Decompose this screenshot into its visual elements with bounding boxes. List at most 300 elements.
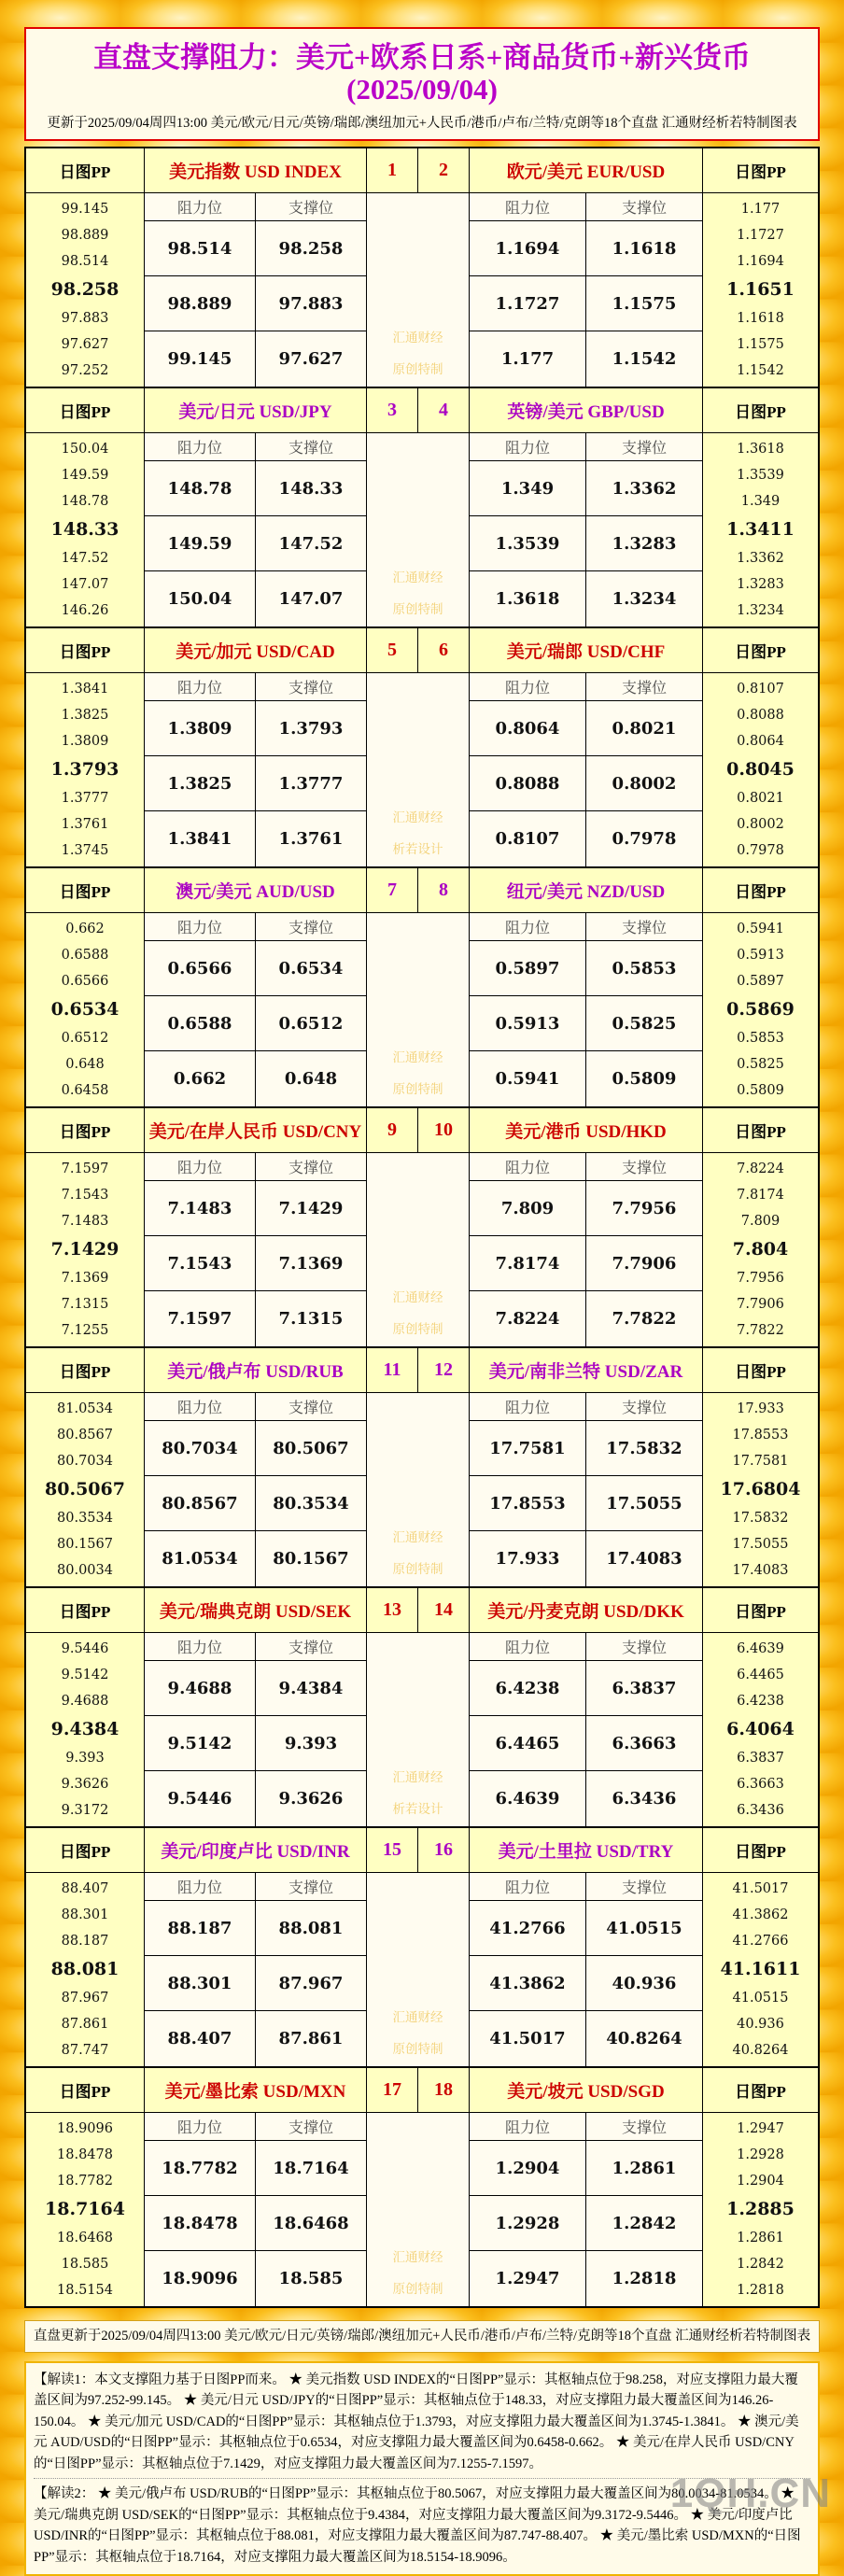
support-value: 1.3761 xyxy=(256,811,367,866)
resistance-value: 6.4465 xyxy=(470,1716,586,1771)
resistance-value: 1.2928 xyxy=(470,2196,586,2251)
support-header-left: 支撑位 xyxy=(256,433,367,461)
pair-title-right: 欧元/美元 EUR/USD xyxy=(470,148,703,193)
pair-number-left: 9 xyxy=(367,1108,418,1152)
pp-value: 0.5853 xyxy=(737,1030,784,1046)
pair-number-left: 3 xyxy=(367,388,418,432)
resistance-value: 17.7581 xyxy=(470,1421,586,1476)
support-value: 80.1567 xyxy=(256,1531,367,1586)
pair-title-left: 美元/日元 USD/JPY xyxy=(145,388,367,433)
resistance-value: 1.177 xyxy=(470,331,586,387)
pp-value: 1.2818 xyxy=(737,2282,784,2298)
pp-value: 6.4238 xyxy=(737,1693,784,1709)
support-value: 17.4083 xyxy=(586,1531,703,1586)
pp-value: 146.26 xyxy=(61,602,109,618)
resistance-value: 1.1694 xyxy=(470,221,586,276)
support-header-left: 支撑位 xyxy=(256,193,367,221)
pp-header-left: 日图PP xyxy=(26,148,145,193)
pp-value: 1.3234 xyxy=(737,602,784,618)
pp-pivot-value: 1.3411 xyxy=(726,518,795,540)
resistance-header-right: 阻力位 xyxy=(470,193,586,221)
pp-value: 0.5825 xyxy=(737,1056,784,1072)
pp-column-right xyxy=(703,1153,818,1346)
support-value: 1.1618 xyxy=(586,221,703,276)
pp-value: 0.8021 xyxy=(737,790,784,806)
pp-value: 147.52 xyxy=(61,550,109,566)
pp-column-right xyxy=(703,1393,818,1586)
pair-numbers xyxy=(367,148,470,193)
pp-value: 80.0034 xyxy=(57,1562,113,1578)
pair-title-right: 英镑/美元 GBP/USD xyxy=(470,388,703,433)
resistance-header-right: 阻力位 xyxy=(470,1153,586,1181)
pp-value: 1.3841 xyxy=(61,681,109,697)
pp-pivot-value: 0.6534 xyxy=(50,998,120,1020)
support-value: 0.648 xyxy=(256,1051,367,1106)
pp-column-left xyxy=(26,2113,145,2306)
pp-value: 7.1483 xyxy=(61,1213,109,1229)
resistance-value: 17.8553 xyxy=(470,1476,586,1531)
pair-number-left: 1 xyxy=(367,148,418,192)
pp-value: 17.5832 xyxy=(732,1510,789,1526)
resistance-value: 1.349 xyxy=(470,461,586,516)
support-value: 41.0515 xyxy=(586,1901,703,1956)
support-value: 87.967 xyxy=(256,1956,367,2011)
resistance-value: 6.4238 xyxy=(470,1661,586,1716)
support-value: 17.5832 xyxy=(586,1421,703,1476)
pp-value: 88.187 xyxy=(61,1933,109,1949)
resistance-value: 9.4688 xyxy=(145,1661,256,1716)
resistance-value: 1.2904 xyxy=(470,2141,586,2196)
pp-pivot-value: 1.1651 xyxy=(726,278,795,300)
pp-value: 1.2861 xyxy=(737,2230,784,2245)
pp-value: 7.1255 xyxy=(61,1322,109,1338)
pp-value: 1.3362 xyxy=(737,550,784,566)
pair-number-left: 15 xyxy=(367,1828,418,1872)
pp-pivot-value: 17.6804 xyxy=(720,1478,801,1499)
support-header-right: 支撑位 xyxy=(586,1153,703,1181)
pp-header-left: 日图PP xyxy=(26,868,145,913)
pp-value: 7.7956 xyxy=(737,1270,784,1286)
brand-watermark-line2: 析若设计 xyxy=(392,841,443,856)
pp-value: 1.3745 xyxy=(61,842,109,858)
support-value: 148.33 xyxy=(256,461,367,516)
pp-value: 9.3172 xyxy=(61,1802,109,1818)
content-panel xyxy=(24,27,820,2576)
brand-watermark-line1: 汇通财经 xyxy=(392,2250,443,2264)
pp-value: 40.8264 xyxy=(732,2042,789,2058)
resistance-value: 1.1727 xyxy=(470,276,586,331)
support-value: 9.393 xyxy=(256,1716,367,1771)
resistance-value: 88.407 xyxy=(145,2011,256,2066)
support-value: 6.3436 xyxy=(586,1771,703,1826)
support-value: 98.258 xyxy=(256,221,367,276)
resistance-value: 88.187 xyxy=(145,1901,256,1956)
support-value: 17.5055 xyxy=(586,1476,703,1531)
brand-watermark-line2: 原创特制 xyxy=(392,2041,443,2056)
pp-value: 41.3862 xyxy=(732,1907,789,1922)
pp-value: 9.4688 xyxy=(61,1693,109,1709)
pair-title-left: 美元指数 USD INDEX xyxy=(145,148,367,193)
pp-column-right xyxy=(703,433,818,626)
pp-value: 80.3534 xyxy=(57,1510,113,1526)
pp-header-left: 日图PP xyxy=(26,388,145,433)
pair-title-left: 澳元/美元 AUD/USD xyxy=(145,868,367,913)
support-value: 9.3626 xyxy=(256,1771,367,1826)
support-value: 9.4384 xyxy=(256,1661,367,1716)
pp-value: 98.889 xyxy=(61,227,109,243)
pp-value: 7.1597 xyxy=(61,1161,109,1176)
resistance-header-left: 阻力位 xyxy=(145,2113,256,2141)
pp-pivot-value: 148.33 xyxy=(50,518,120,540)
pp-header-right: 日图PP xyxy=(703,148,818,193)
pp-value: 18.9096 xyxy=(57,2120,113,2136)
pp-value: 6.4465 xyxy=(737,1667,784,1682)
resistance-value: 0.5913 xyxy=(470,996,586,1051)
pp-value: 7.1315 xyxy=(61,1296,109,1312)
support-value: 1.3793 xyxy=(256,701,367,756)
pp-column-left xyxy=(26,673,145,866)
brand-watermark-line2: 原创特制 xyxy=(392,1561,443,1576)
support-value: 18.6468 xyxy=(256,2196,367,2251)
resistance-value: 80.8567 xyxy=(145,1476,256,1531)
resistance-value: 9.5446 xyxy=(145,1771,256,1826)
support-value: 1.2818 xyxy=(586,2251,703,2306)
currency-pair-block xyxy=(26,2068,818,2306)
resistance-value: 7.1597 xyxy=(145,1291,256,1346)
pair-number-right: 14 xyxy=(434,1599,453,1620)
currency-pair-block xyxy=(26,1828,818,2068)
pair-numbers xyxy=(367,868,470,913)
pp-header-left: 日图PP xyxy=(26,1108,145,1153)
resistance-value: 9.5142 xyxy=(145,1716,256,1771)
pp-value: 99.145 xyxy=(61,201,109,217)
pp-header-right: 日图PP xyxy=(703,1108,818,1153)
support-value: 1.2842 xyxy=(586,2196,703,2251)
resistance-value: 41.3862 xyxy=(470,1956,586,2011)
brand-watermark xyxy=(367,193,470,387)
pp-value: 0.5809 xyxy=(737,1082,784,1098)
resistance-value: 0.8064 xyxy=(470,701,586,756)
resistance-value: 98.889 xyxy=(145,276,256,331)
pp-value: 87.861 xyxy=(61,2016,109,2032)
footer-note: 直盘更新于2025/09/04周四13:00 美元/欧元/日元/英镑/瑞郎/澳纽加元+人民币/港币/卢布/兰特/克朗等18个直盘 汇通财经析若特制图表 xyxy=(24,2320,820,2353)
pp-value: 1.3825 xyxy=(61,707,109,723)
resistance-value: 1.3809 xyxy=(145,701,256,756)
pair-title-left: 美元/在岸人民币 USD/CNY xyxy=(145,1108,367,1153)
pair-numbers xyxy=(367,628,470,673)
support-header-left: 支撑位 xyxy=(256,673,367,701)
support-value: 40.8264 xyxy=(586,2011,703,2066)
brand-watermark xyxy=(367,913,470,1106)
support-value: 18.7164 xyxy=(256,2141,367,2196)
resistance-value: 0.5897 xyxy=(470,941,586,996)
pair-title-left: 美元/瑞典克朗 USD/SEK xyxy=(145,1588,367,1633)
pair-number-right: 16 xyxy=(434,1839,453,1860)
resistance-value: 0.8088 xyxy=(470,756,586,811)
resistance-header-left: 阻力位 xyxy=(145,1153,256,1181)
pp-value: 40.936 xyxy=(737,2016,784,2032)
resistance-value: 0.6588 xyxy=(145,996,256,1051)
pp-pivot-value: 0.5869 xyxy=(726,998,795,1020)
pp-value: 7.7822 xyxy=(737,1322,784,1338)
resistance-header-left: 阻力位 xyxy=(145,673,256,701)
support-value: 0.5853 xyxy=(586,941,703,996)
pp-value: 0.648 xyxy=(65,1056,105,1072)
pp-header-right: 日图PP xyxy=(703,868,818,913)
pp-value: 1.1542 xyxy=(737,362,784,378)
pp-column-left xyxy=(26,193,145,387)
support-value: 1.1542 xyxy=(586,331,703,387)
pp-pivot-value: 1.3793 xyxy=(50,758,120,780)
pp-pivot-value: 41.1611 xyxy=(720,1958,801,1979)
pp-header-left: 日图PP xyxy=(26,2068,145,2113)
resistance-header-right: 阻力位 xyxy=(470,1633,586,1661)
pair-number-right: 8 xyxy=(439,880,448,900)
resistance-header-left: 阻力位 xyxy=(145,913,256,941)
resistance-value: 18.8478 xyxy=(145,2196,256,2251)
pp-value: 0.6458 xyxy=(61,1082,109,1098)
resistance-value: 7.8174 xyxy=(470,1236,586,1291)
support-resistance-table xyxy=(24,147,820,2308)
pp-pivot-value: 88.081 xyxy=(50,1958,120,1979)
pair-number-right: 2 xyxy=(439,160,448,180)
pp-value: 0.5897 xyxy=(737,973,784,989)
resistance-value: 1.3841 xyxy=(145,811,256,866)
currency-pair-block xyxy=(26,388,818,628)
pp-value: 0.8002 xyxy=(737,816,784,832)
pp-pivot-value: 98.258 xyxy=(50,278,120,300)
support-value: 97.883 xyxy=(256,276,367,331)
support-value: 1.2861 xyxy=(586,2141,703,2196)
pair-numbers xyxy=(367,2068,470,2113)
pp-column-right xyxy=(703,1633,818,1826)
support-value: 40.936 xyxy=(586,1956,703,2011)
pp-value: 1.1727 xyxy=(737,227,784,243)
support-value: 7.7822 xyxy=(586,1291,703,1346)
pp-value: 7.1369 xyxy=(61,1270,109,1286)
support-header-left: 支撑位 xyxy=(256,1393,367,1421)
pair-number-right: 6 xyxy=(439,640,448,660)
resistance-header-right: 阻力位 xyxy=(470,2113,586,2141)
brand-watermark-line2: 原创特制 xyxy=(392,361,443,376)
pp-pivot-value: 7.1429 xyxy=(50,1238,120,1260)
brand-watermark-line2: 原创特制 xyxy=(392,2281,443,2296)
pp-value: 1.2928 xyxy=(737,2147,784,2162)
pp-header-right: 日图PP xyxy=(703,388,818,433)
pp-header-right: 日图PP xyxy=(703,1828,818,1873)
brand-watermark-line1: 汇通财经 xyxy=(392,1770,443,1784)
pp-column-right xyxy=(703,673,818,866)
pp-header-left: 日图PP xyxy=(26,1588,145,1633)
resistance-value: 149.59 xyxy=(145,516,256,571)
pp-value: 150.04 xyxy=(61,441,109,457)
support-value: 18.585 xyxy=(256,2251,367,2306)
support-value: 7.1429 xyxy=(256,1181,367,1236)
interpretation-2: 【解读2： ★ 美元/俄卢布 USD/RUB的“日图PP”显示：其枢轴点位于80.5067，对应支撑阻力最大覆盖区间为80.0034-81.0534。 ★ 美元/瑞典克朗 USD/SEK的“日图PP”显示：其枢轴点位于9.4384，对应支撑阻力最大覆盖区间为9.3172-9.5446。 ★ 美元/印度卢比 USD/INR的“日图PP”显示：其枢轴点位于88.081，对应支撑阻力最大覆盖区间为87.747-88.407。 ★ 美元/墨比索 USD/MXN的“日图PP”显示：其枢轴点位于18.7164，对应支撑阻力最大覆盖区间为18.5154-18.9096。 xyxy=(34,2478,810,2568)
support-value: 0.5825 xyxy=(586,996,703,1051)
brand-watermark-line1: 汇通财经 xyxy=(392,331,443,345)
resistance-value: 1.3825 xyxy=(145,756,256,811)
interpretation-box xyxy=(24,2361,820,2576)
resistance-value: 18.7782 xyxy=(145,2141,256,2196)
update-note: 更新于2025/09/04周四13:00 美元/欧元/日元/英镑/瑞郎/澳纽加元+人民币/港币/卢布/兰特/克朗等18个直盘 汇通财经析若特制图表 xyxy=(47,116,797,132)
support-value: 1.3234 xyxy=(586,571,703,626)
pp-value: 17.7581 xyxy=(732,1453,789,1469)
support-header-right: 支撑位 xyxy=(586,673,703,701)
pp-value: 41.0515 xyxy=(732,1990,789,2006)
pp-value: 1.1694 xyxy=(737,253,784,269)
pp-value: 87.747 xyxy=(61,2042,109,2058)
pp-pivot-value: 18.7164 xyxy=(45,2198,125,2219)
pp-header-left: 日图PP xyxy=(26,1348,145,1393)
pair-number-left: 11 xyxy=(367,1348,418,1392)
resistance-value: 7.8224 xyxy=(470,1291,586,1346)
pp-column-left xyxy=(26,913,145,1106)
resistance-value: 0.5941 xyxy=(470,1051,586,1106)
pp-header-right: 日图PP xyxy=(703,1348,818,1393)
pp-column-left xyxy=(26,1393,145,1586)
support-header-right: 支撑位 xyxy=(586,1633,703,1661)
pp-value: 9.3626 xyxy=(61,1776,109,1792)
pair-title-right: 纽元/美元 NZD/USD xyxy=(470,868,703,913)
brand-watermark xyxy=(367,1393,470,1586)
resistance-value: 148.78 xyxy=(145,461,256,516)
pp-value: 80.7034 xyxy=(57,1453,113,1469)
resistance-value: 7.1483 xyxy=(145,1181,256,1236)
pp-value: 0.6588 xyxy=(61,947,109,963)
pp-value: 0.5941 xyxy=(737,921,784,936)
pair-title-left: 美元/印度卢比 USD/INR xyxy=(145,1828,367,1873)
currency-pair-block xyxy=(26,628,818,868)
pair-numbers xyxy=(367,1108,470,1153)
pp-value: 6.4639 xyxy=(737,1640,784,1656)
pp-value: 17.4083 xyxy=(732,1562,789,1578)
support-header-left: 支撑位 xyxy=(256,2113,367,2141)
currency-pair-block xyxy=(26,1108,818,1348)
support-value: 1.3283 xyxy=(586,516,703,571)
brand-watermark-line2: 析若设计 xyxy=(392,1801,443,1816)
pp-value: 18.7782 xyxy=(57,2173,113,2189)
brand-watermark-line1: 汇通财经 xyxy=(392,1530,443,1544)
pair-numbers xyxy=(367,1828,470,1873)
support-value: 147.52 xyxy=(256,516,367,571)
brand-watermark-line2: 原创特制 xyxy=(392,601,443,616)
support-value: 6.3663 xyxy=(586,1716,703,1771)
pp-value: 1.2904 xyxy=(737,2173,784,2189)
pp-value: 1.1575 xyxy=(737,336,784,352)
pair-title-left: 美元/墨比索 USD/MXN xyxy=(145,2068,367,2113)
resistance-value: 99.145 xyxy=(145,331,256,387)
pair-title-right: 美元/土里拉 USD/TRY xyxy=(470,1828,703,1873)
pp-value: 0.662 xyxy=(65,921,105,936)
pp-value: 80.1567 xyxy=(57,1536,113,1552)
resistance-value: 7.809 xyxy=(470,1181,586,1236)
pp-value: 1.3283 xyxy=(737,576,784,592)
brand-watermark xyxy=(367,1873,470,2066)
resistance-header-left: 阻力位 xyxy=(145,1873,256,1901)
pp-value: 6.3837 xyxy=(737,1750,784,1766)
resistance-value: 6.4639 xyxy=(470,1771,586,1826)
pp-pivot-value: 7.804 xyxy=(732,1238,789,1260)
pp-value: 1.2842 xyxy=(737,2256,784,2272)
pair-number-right: 10 xyxy=(434,1119,453,1140)
resistance-header-left: 阻力位 xyxy=(145,1633,256,1661)
resistance-value: 41.2766 xyxy=(470,1901,586,1956)
pp-pivot-value: 6.4064 xyxy=(726,1718,795,1739)
pp-value: 17.933 xyxy=(737,1401,784,1416)
support-value: 0.6534 xyxy=(256,941,367,996)
pp-value: 18.6468 xyxy=(57,2230,113,2245)
pp-value: 1.177 xyxy=(740,201,781,217)
pp-value: 9.5142 xyxy=(61,1667,109,1682)
currency-pair-block xyxy=(26,1588,818,1828)
support-value: 7.1369 xyxy=(256,1236,367,1291)
interpretation-1: 【解读1：本文支撑阻力基于日图PP而来。 ★ 美元指数 USD INDEX的“日图PP”显示：其枢轴点位于98.258，对应支撑阻力最大覆盖区间为97.252-99.145。 ★ 美元/日元 USD/JPY的“日图PP”显示：其枢轴点位于148.33，对应支撑阻力最大覆盖区间为146.26-150.04。 ★ 美元/加元 USD/CAD的“日图PP”显示：其枢轴点位于1.3793，对应支撑阻力最大覆盖区间为1.3745-1.3841。 ★ 澳元/美元 AUD/USD的“日图PP”显示：其枢轴点位于0.6534，对应支撑阻力最大覆盖区间为0.6458-0.662。 ★ 美元/在岸人民币 USD/CNY的“日图PP”显示：其枢轴点位于7.1429，对应支撑阻力最大覆盖区间为7.1255-7.1597。 xyxy=(34,2372,799,2471)
resistance-value: 88.301 xyxy=(145,1956,256,2011)
pp-value: 97.883 xyxy=(61,310,109,326)
pp-column-right xyxy=(703,2113,818,2306)
brand-watermark xyxy=(367,1633,470,1826)
support-value: 88.081 xyxy=(256,1901,367,1956)
pp-value: 7.7906 xyxy=(737,1296,784,1312)
resistance-header-left: 阻力位 xyxy=(145,433,256,461)
pp-column-right xyxy=(703,193,818,387)
support-header-left: 支撑位 xyxy=(256,1873,367,1901)
resistance-value: 17.933 xyxy=(470,1531,586,1586)
support-value: 147.07 xyxy=(256,571,367,626)
pp-value: 1.1618 xyxy=(737,310,784,326)
brand-watermark xyxy=(367,2113,470,2306)
support-value: 87.861 xyxy=(256,2011,367,2066)
pp-value: 7.8224 xyxy=(737,1161,784,1176)
pp-value: 1.3618 xyxy=(737,441,784,457)
resistance-value: 1.3539 xyxy=(470,516,586,571)
pp-value: 7.1543 xyxy=(61,1187,109,1203)
pp-value: 81.0534 xyxy=(57,1401,113,1416)
resistance-value: 1.2947 xyxy=(470,2251,586,2306)
pp-value: 9.393 xyxy=(65,1750,105,1766)
resistance-header-left: 阻力位 xyxy=(145,1393,256,1421)
pp-column-left xyxy=(26,433,145,626)
currency-pair-block xyxy=(26,148,818,388)
support-value: 80.5067 xyxy=(256,1421,367,1476)
pp-header-right: 日图PP xyxy=(703,628,818,673)
pp-value: 148.78 xyxy=(61,493,109,509)
pp-value: 9.5446 xyxy=(61,1640,109,1656)
resistance-value: 98.514 xyxy=(145,221,256,276)
support-header-right: 支撑位 xyxy=(586,433,703,461)
support-header-right: 支撑位 xyxy=(586,2113,703,2141)
support-value: 0.6512 xyxy=(256,996,367,1051)
pp-value: 1.3777 xyxy=(61,790,109,806)
support-header-left: 支撑位 xyxy=(256,1153,367,1181)
pp-pivot-value: 80.5067 xyxy=(45,1478,125,1499)
pair-number-right: 12 xyxy=(434,1359,453,1380)
brand-watermark xyxy=(367,1153,470,1346)
support-value: 7.7906 xyxy=(586,1236,703,1291)
support-value: 6.3837 xyxy=(586,1661,703,1716)
resistance-value: 0.8107 xyxy=(470,811,586,866)
pair-title-right: 美元/港币 USD/HKD xyxy=(470,1108,703,1153)
pair-number-right: 4 xyxy=(439,400,448,420)
support-header-right: 支撑位 xyxy=(586,913,703,941)
support-value: 7.1315 xyxy=(256,1291,367,1346)
support-value: 97.627 xyxy=(256,331,367,387)
pp-value: 147.07 xyxy=(61,576,109,592)
resistance-header-right: 阻力位 xyxy=(470,433,586,461)
pp-value: 6.3436 xyxy=(737,1802,784,1818)
support-header-left: 支撑位 xyxy=(256,1633,367,1661)
